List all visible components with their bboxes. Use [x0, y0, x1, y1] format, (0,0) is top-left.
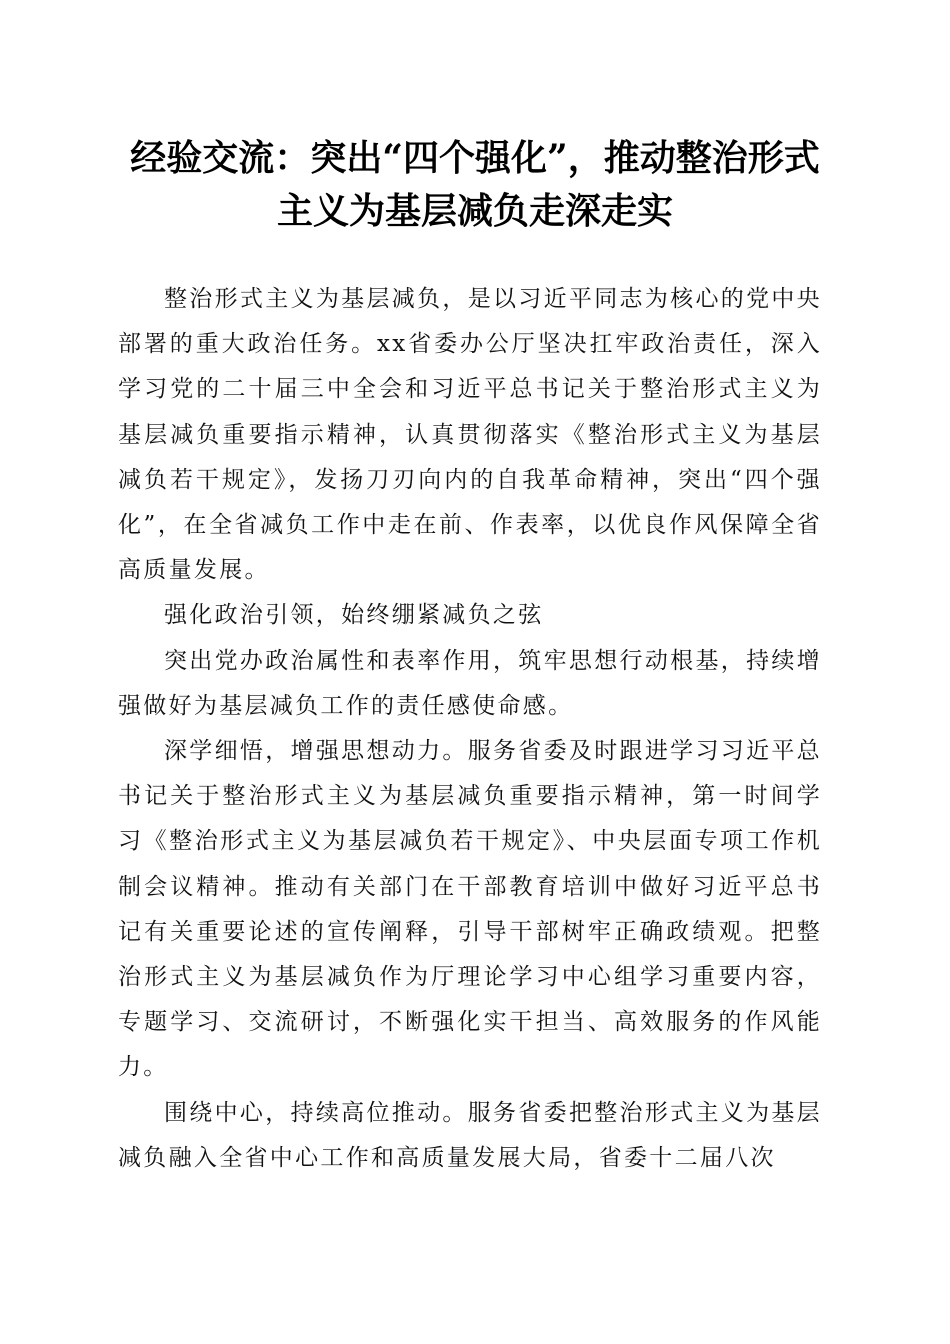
body-paragraph: 围绕中心，持续高位推动。服务省委把整治形式主义为基层减负融入全省中心工作和高质量发展大局，省委十二届八次	[118, 1099, 822, 1171]
document-body	[118, 277, 822, 1181]
intro-paragraph: 整治形式主义为基层减负，是以习近平同志为核心的党中央部署的重大政治任务。xx省委办公厅坚决扛牢政治责任，深入学习党的二十届三中全会和习近平总书记关于整治形式主义为基层减负重要指示精神，认真贯彻落实《整治形式主义为基层减负若干规定》，发扬刀刃向内的自我革命精神，突出“四个强化”，在全省减负工作中走在前、作表率，以优良作风保障全省高质量发展。	[118, 286, 822, 584]
document-title	[110, 132, 840, 238]
title-line-2: 主义为基层减负走深走实	[276, 190, 673, 232]
title-line-1: 经验交流：突出“四个强化”，推动整治形式	[130, 137, 820, 179]
section-intro-paragraph: 突出党办政治属性和表率作用，筑牢思想行动根基，持续增强做好为基层减负工作的责任感使命感。	[118, 647, 822, 719]
section-heading: 强化政治引领，始终绷紧减负之弦	[164, 602, 544, 629]
body-paragraph: 深学细悟，增强思想动力。服务省委及时跟进学习习近平总书记关于整治形式主义为基层减负重要指示精神，第一时间学习《整治形式主义为基层减负若干规定》、中央层面专项工作机制会议精神。推动有关部门在干部教育培训中做好习近平总书记有关重要论述的宣传阐释，引导干部树牢正确政绩观。把整治形式主义为基层减负作为厅理论学习中心组学习重要内容，专题学习、交流研讨，不断强化实干担当、高效服务的作风能力。	[118, 738, 822, 1081]
